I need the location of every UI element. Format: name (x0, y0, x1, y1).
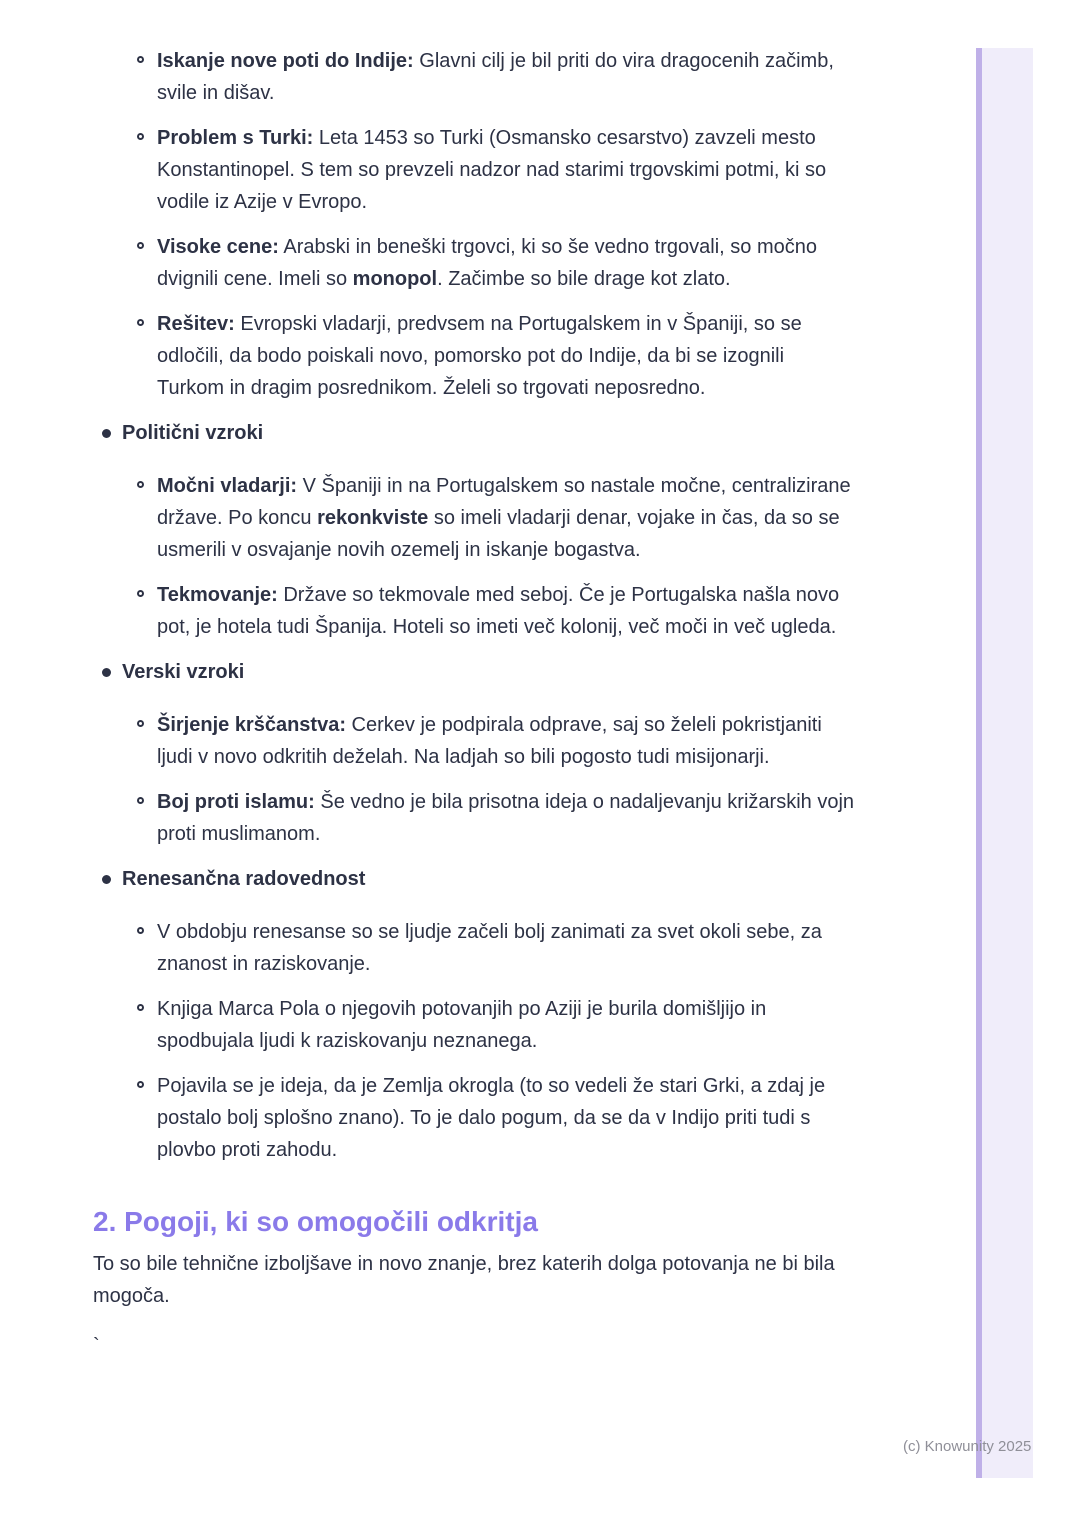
circle-bullet-icon (137, 797, 144, 804)
circle-bullet-icon (137, 720, 144, 727)
list-item (93, 231, 855, 295)
bold-text: Rešitev: (157, 313, 235, 335)
bold-text: monopol (352, 268, 438, 290)
copyright-watermark: (c) Knowunity 2025 (903, 1438, 1032, 1455)
text: Leta 1453 so Turki (Osmansko cesarstvo) zavzeli mesto Konstantinopel. S tem so prevzeli nadzor nad starimi trgovskimi potmi, ki so vodile iz Azije v Evropo. (157, 127, 827, 213)
bullet-group (93, 863, 919, 1166)
outline (93, 45, 919, 1166)
list-item (93, 45, 855, 109)
text: Knjiga Marca Pola o njegovih potovanjih po Aziji je burila domišljijo in spodbujala ljudi k raziskovanju neznanega. (157, 998, 767, 1052)
intro-paragraph: To so bile tehnične izboljšave in novo znanje, brez katerih dolga potovanja ne bi bila mogoča. (93, 1253, 835, 1307)
text: V obdobju renesanse so se ljudje začeli bolj zanimati za svet okoli sebe, za znanost in raziskovanje. (157, 921, 822, 975)
circle-bullet-icon (137, 1081, 144, 1088)
bullet-group (93, 417, 919, 643)
text: Pojavila se je ideja, da je Zemlja okrogla (to so vedeli že stari Grki, a zdaj je postalo bolj splošno znano). To je dalo pogum, da se da v Indijo priti tudi s plovbo proti zahodu. (157, 1075, 826, 1161)
list-item (93, 122, 855, 218)
disc-bullet-icon (102, 429, 111, 438)
text: V Španiji in na Portugalskem so nastale močne, centralizirane države. Po koncu (157, 475, 851, 529)
circle-bullet-icon (137, 319, 144, 326)
list-item (93, 993, 855, 1057)
list-item (93, 1070, 855, 1166)
bold-text: Visoke cene: (157, 236, 279, 258)
text: Evropski vladarji, predvsem na Portugalskem in v Španiji, so se odločili, da bodo poiskali novo, pomorsko pot do Indije, da bi se izognili Turkom in dragim posrednikom. Želeli so trgovati neposredno. (157, 313, 802, 399)
list-item (93, 579, 855, 643)
disc-bullet-icon (102, 668, 111, 677)
bold-text: Iskanje nove poti do Indije: (157, 50, 414, 72)
bullet-group-title: Verski vzroki (93, 656, 919, 688)
bullet-group (93, 656, 919, 850)
text: Še vedno je bila prisotna ideja o nadaljevanju križarskih vojn proti muslimanom. (157, 791, 855, 845)
list-item (93, 308, 855, 404)
text: Arabski in beneški trgovci, ki so še vedno trgovali, so močno dvignili cene. Imeli so (157, 236, 817, 290)
section-heading: 2. Pogoji, ki so omogočili odkritja (93, 1206, 538, 1237)
list-item (93, 916, 855, 980)
bullet-group (93, 45, 919, 404)
circle-bullet-icon (137, 481, 144, 488)
text: so imeli vladarji denar, vojake in čas, da so se usmerili v osvajanje novih ozemelj in iskanje bogastva. (157, 507, 840, 561)
text: . Začimbe so bile drage kot zlato. (437, 268, 731, 290)
circle-bullet-icon (137, 242, 144, 249)
scrollbar-track[interactable] (976, 48, 1033, 1478)
circle-bullet-icon (137, 1004, 144, 1011)
circle-bullet-icon (137, 56, 144, 63)
list-item (93, 709, 855, 773)
text: Cerkev je podpirala odprave, saj so želeli pokristjaniti ljudi v novo odkritih deželah. Na ladjah so bili pogosto tudi misijonarji. (157, 714, 822, 768)
bullet-group-title: Renesančna radovednost (93, 863, 919, 895)
bold-text: Širjenje krščanstva: (157, 714, 346, 736)
bold-text: Boj proti islamu: (157, 791, 315, 813)
circle-bullet-icon (137, 927, 144, 934)
bold-text: Močni vladarji: (157, 475, 298, 497)
bullet-group-title: Politični vzroki (93, 417, 919, 449)
bold-text: Problem s Turki: (157, 127, 314, 149)
circle-bullet-icon (137, 590, 144, 597)
document-page (93, 45, 919, 1362)
disc-bullet-icon (102, 875, 111, 884)
text: Glavni cilj je bil priti do vira dragocenih začimb, svile in dišav. (157, 50, 834, 104)
stray-character: ` (93, 1335, 100, 1357)
list-item (93, 786, 855, 850)
bold-text: Tekmovanje: (157, 584, 278, 606)
list-item (93, 470, 855, 566)
circle-bullet-icon (137, 133, 144, 140)
text: Države so tekmovale med seboj. Če je Portugalska našla novo pot, je hotela tudi Španija. Hoteli so imeti več kolonij, več moči in več ugleda. (157, 584, 840, 638)
bold-text: rekonkviste (317, 507, 429, 529)
